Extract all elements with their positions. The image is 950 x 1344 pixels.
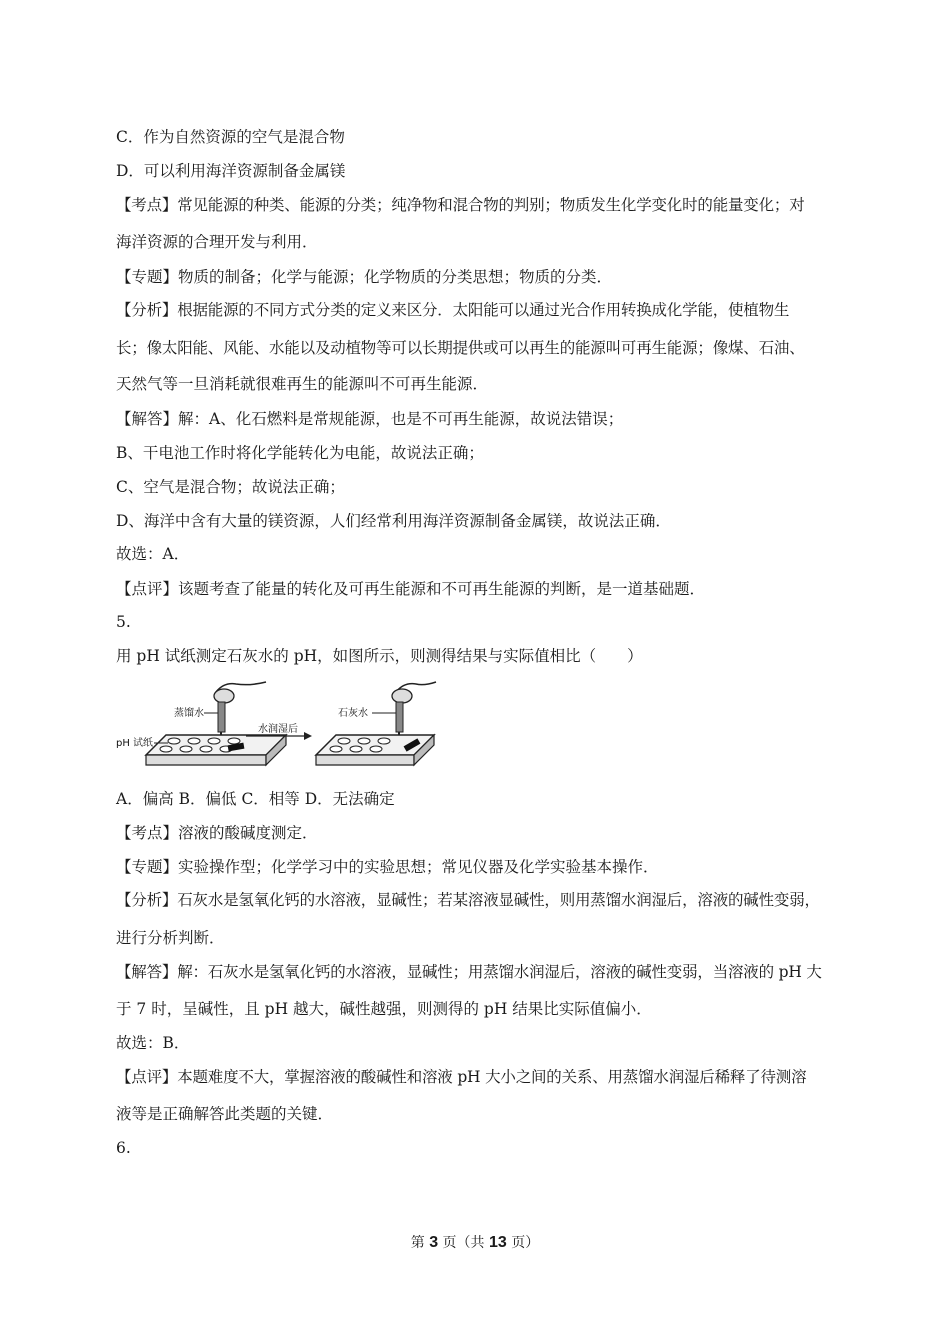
question-5-stem: 用 pH 试纸测定石灰水的 pH，如图所示，则测得结果与实际值相比（ ） (116, 647, 643, 665)
fenxi-5-line-1: 【分析】石灰水是氢氧化钙的水溶液，显碱性；若某溶液显碱性，则用蒸馏水润湿后，溶液的碱性变弱， (116, 891, 820, 909)
dianping-5-line-1: 【点评】本题难度不大，掌握溶液的酸碱性和溶液 pH 大小之间的关系、用蒸馏水润湿后稀释了待测溶 (116, 1068, 807, 1086)
footer-middle: 页（共 (438, 1235, 489, 1251)
footer-total-pages: 13 (489, 1234, 507, 1251)
footer-prefix: 第 (410, 1235, 430, 1251)
zhuanti-line: 【专题】物质的制备；化学与能源；化学物质的分类思想；物质的分类． (116, 268, 613, 286)
question-5-options: A．偏高 B．偏低 C．相等 D．无法确定 (116, 790, 395, 808)
fenxi-line-3: 天然气等一旦消耗就很难再生的能源叫不可再生能源． (116, 375, 489, 393)
label-limewater: 石灰水 (338, 708, 368, 719)
fenxi-line-2: 长；像太阳能、风能、水能以及动植物等可以长期提供或可以再生的能源叫可再生能源；像煤、石油、 (116, 339, 805, 357)
label-ph-paper: pH 试纸 (116, 738, 154, 749)
kaodian-line-2: 海洋资源的合理开发与利用． (116, 233, 318, 251)
footer-suffix: 页） (506, 1235, 540, 1251)
dianping-line: 【点评】该题考查了能量的转化及可再生能源和不可再生能源的判断，是一道基础题． (116, 580, 706, 598)
fenxi-5-line-2: 进行分析判断． (116, 929, 225, 947)
dropper-icon-right (396, 702, 403, 732)
question-number-6: 6. (116, 1139, 131, 1157)
jieda-line-b: B、干电池工作时将化学能转化为电能，故说法正确； (116, 444, 484, 462)
jieda-5-line-1: 【解答】解：石灰水是氢氧化钙的水溶液，显碱性；用蒸馏水润湿后，溶液的碱性变弱，当溶液的 pH 大 (116, 963, 822, 981)
jieda-line-d: D、海洋中含有大量的镁资源，人们经常利用海洋资源制备金属镁，故说法正确． (116, 512, 671, 530)
option-c: C．作为自然资源的空气是混合物 (116, 128, 345, 146)
question-number-5: 5. (116, 613, 131, 631)
kaodian-5: 【考点】溶液的酸碱度测定． (116, 824, 318, 842)
answer-line: 故选：A． (116, 545, 190, 563)
label-distilled-water: 蒸馏水 (174, 708, 204, 719)
label-wet-with-water: 水润湿后 (258, 724, 298, 735)
dropper-icon-left (218, 702, 225, 732)
footer-page-number: 3 (429, 1234, 439, 1251)
jieda-line-a: 【解答】解：A、化石燃料是常规能源，也是不可再生能源，故说法错误； (116, 410, 624, 428)
jieda-5-line-2: 于 7 时，呈碱性，且 pH 越大，碱性越强，则测得的 pH 结果比实际值偏小． (116, 1000, 652, 1018)
option-d: D．可以利用海洋资源制备金属镁 (116, 162, 346, 180)
fenxi-line-1: 【分析】根据能源的不同方式分类的定义来区分．太阳能可以通过光合作用转换成化学能，使植物生 (116, 301, 790, 319)
answer-5: 故选：B． (116, 1034, 190, 1052)
kaodian-line-1: 【考点】常见能源的种类、能源的分类；纯净物和混合物的判别；物质发生化学变化时的能量变化；对 (116, 196, 805, 214)
dianping-5-line-2: 液等是正确解答此类题的关键． (116, 1105, 334, 1123)
page-footer (0, 1232, 950, 1252)
jieda-line-c: C、空气是混合物；故说法正确； (116, 478, 345, 496)
zhuanti-5: 【专题】实验操作型；化学学习中的实验思想；常见仪器及化学实验基本操作． (116, 858, 659, 876)
ph-test-figure (116, 680, 438, 775)
